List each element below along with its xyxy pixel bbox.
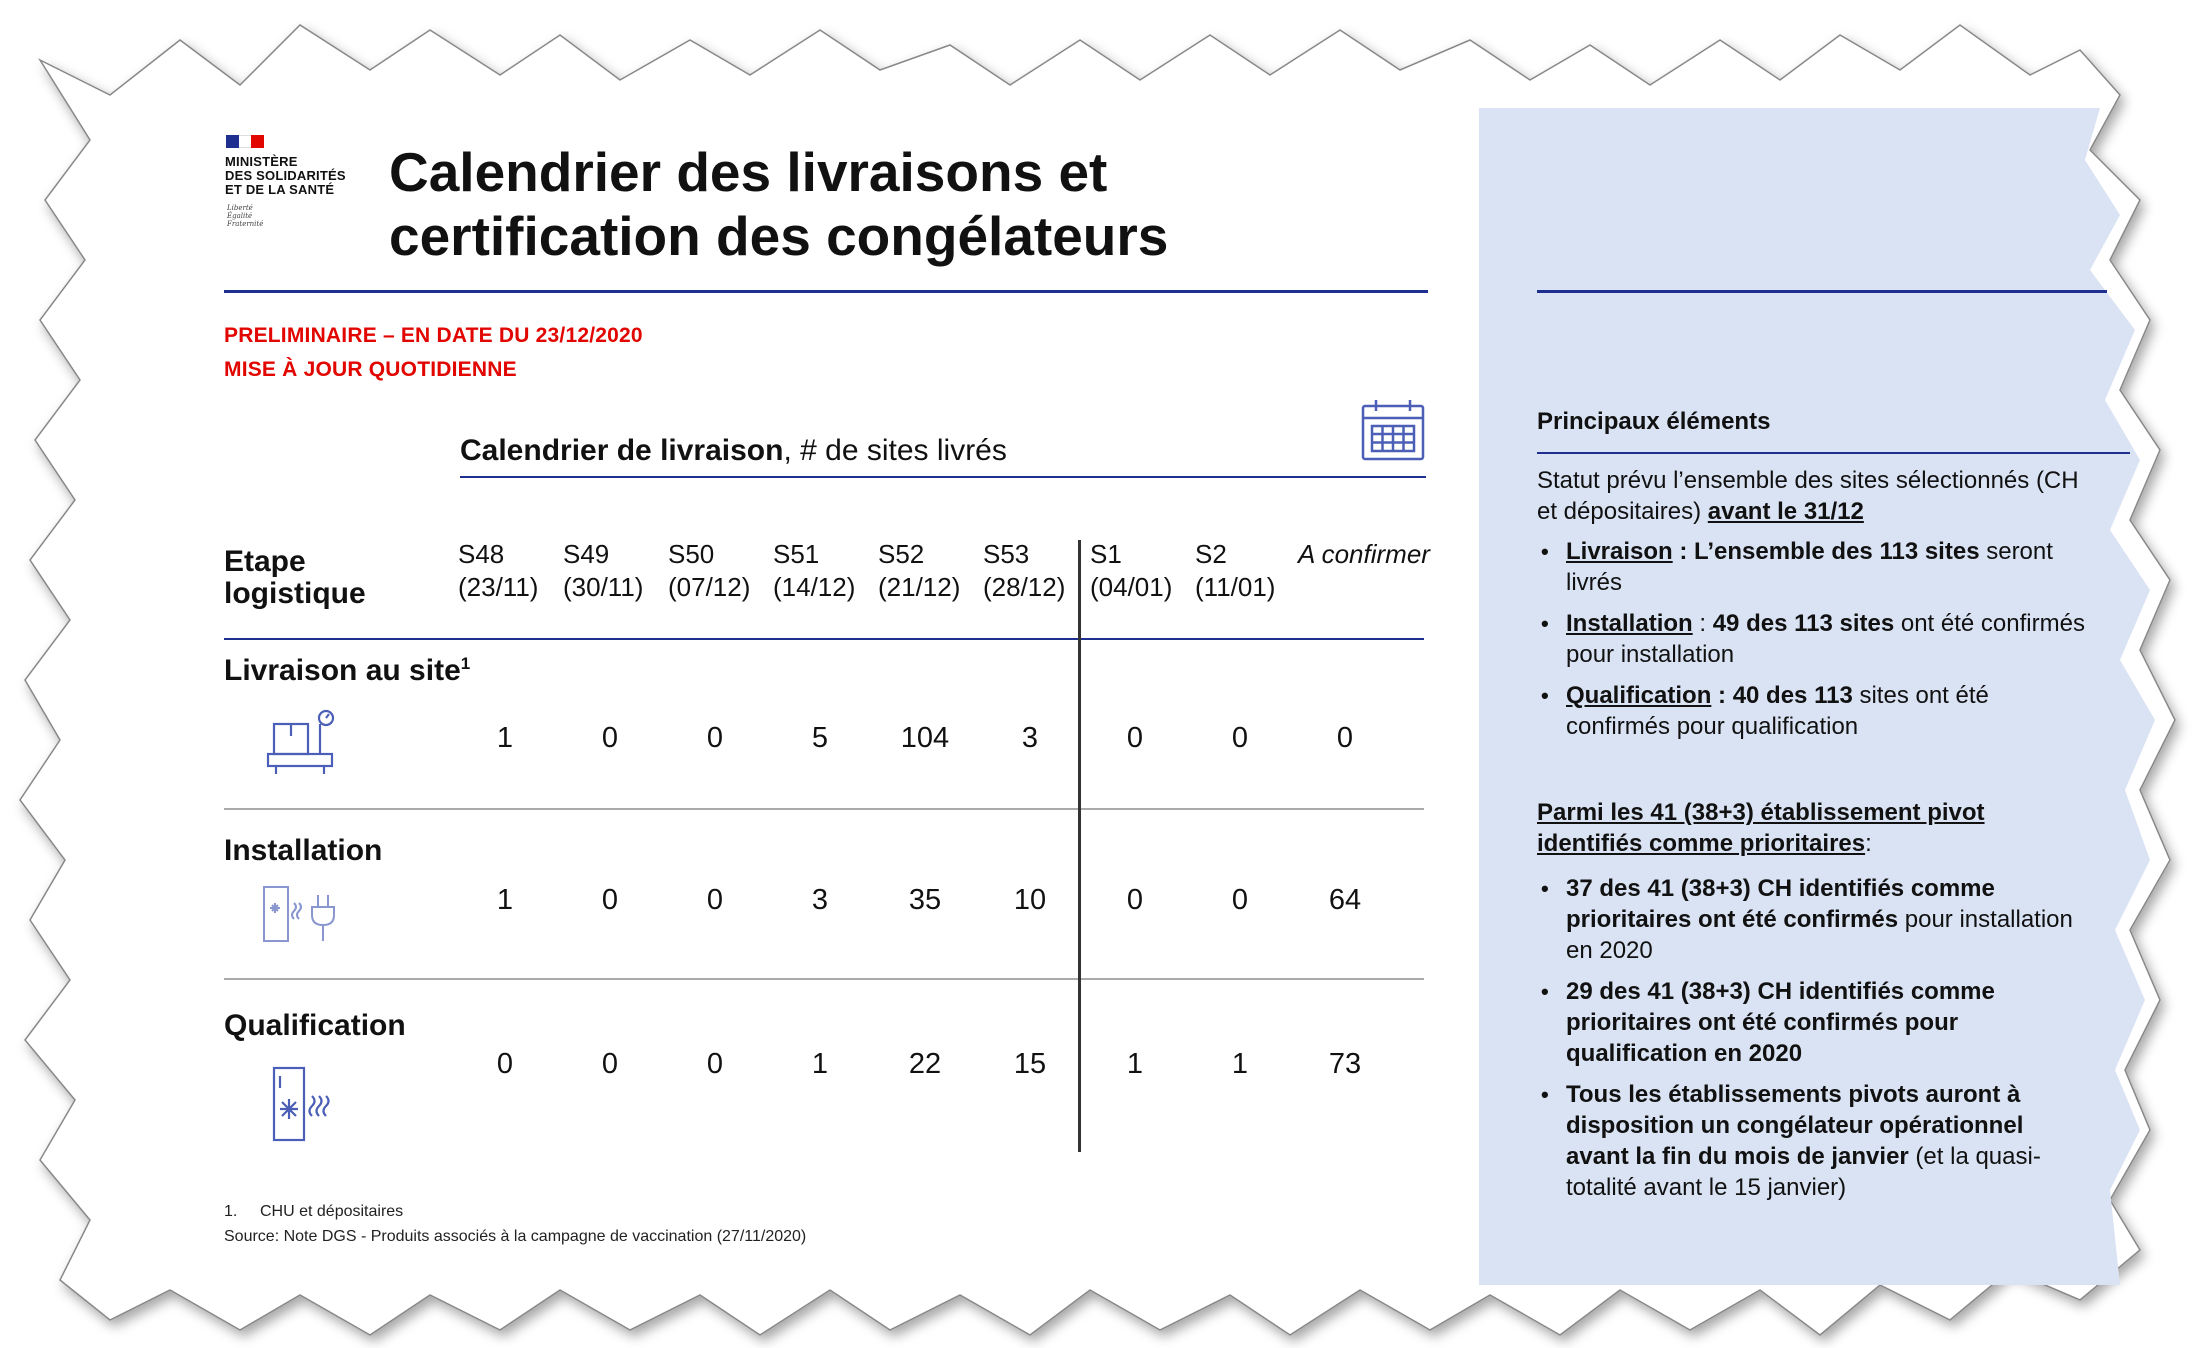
column-header-6: S53 (28/12) <box>983 539 1066 602</box>
freezer-icon <box>272 1066 336 1142</box>
row-divider-2 <box>224 978 1424 980</box>
table-cell: 1 <box>1126 1048 1144 1080</box>
bullet-marker: • <box>1541 683 1549 708</box>
table-cell: 0 <box>1336 722 1354 754</box>
preliminary-notice: PRELIMINAIRE – EN DATE DU 23/12/2020 <box>224 324 643 347</box>
page-title <box>389 140 1168 268</box>
table-cell: 64 <box>1328 884 1362 916</box>
table-cell: 3 <box>1021 722 1039 754</box>
footnote-marker: 1 <box>460 654 471 673</box>
ministry-logo-line-3: ET DE LA SANTÉ <box>225 182 335 197</box>
footnote-1: 1. CHU et dépositaires <box>224 1203 404 1220</box>
calendar-title-bold: Calendrier de livraison <box>460 434 784 467</box>
calendar-icon <box>1360 398 1426 462</box>
table-cell: 3 <box>811 884 829 916</box>
table-cell: 5 <box>811 722 829 754</box>
source-note: Source: Note DGS - Produits associés à la campagne de vaccination (27/11/2020) <box>224 1228 807 1245</box>
table-cell: 0 <box>601 1048 619 1080</box>
title-divider <box>224 290 1428 293</box>
republic-flag-icon <box>226 135 264 148</box>
table-cell: 0 <box>1126 722 1144 754</box>
table-cell: 22 <box>908 1048 942 1080</box>
pivot-heading: Parmi les 41 (38+3) établissement pivot identifiés comme prioritaires: <box>1537 799 1985 857</box>
stage-column-header: Etape logistique <box>224 545 366 610</box>
page-title-line-1: Calendrier des livraisons et <box>389 141 1108 203</box>
bullet-marker: • <box>1541 611 1549 636</box>
bullet-marker: • <box>1541 979 1549 1004</box>
row-label-installation: Installation <box>224 834 383 867</box>
column-header-9: A confirmer <box>1298 539 1430 569</box>
row-divider-1 <box>224 808 1424 810</box>
bullet-qualification: Qualification : 40 des 113 sites ont été confirmés pour qualification <box>1566 682 1989 740</box>
column-header-8: S2 (11/01) <box>1195 539 1276 602</box>
table-cell: 0 <box>1231 884 1249 916</box>
ministry-logo-line-1: MINISTÈRE <box>225 154 298 169</box>
table-cell: 0 <box>706 1048 724 1080</box>
freezer-plug-icon <box>262 885 344 945</box>
column-header-2: S49 (30/11) <box>563 539 644 602</box>
ministry-logo-line-2: DES SOLIDARITÉS <box>225 168 346 183</box>
table-cell: 1 <box>1231 1048 1249 1080</box>
page-title-line-2: certification des congélateurs <box>389 205 1169 267</box>
row-label-qualification: Qualification <box>224 1009 406 1042</box>
column-header-3: S50 (07/12) <box>668 539 751 602</box>
table-cell: 1 <box>811 1048 829 1080</box>
column-header-1: S48 (23/11) <box>458 539 539 602</box>
table-cell: 1 <box>496 884 514 916</box>
table-cell: 10 <box>1013 884 1047 916</box>
bullet-marker: • <box>1541 1082 1549 1107</box>
table-cell: 1 <box>496 722 514 754</box>
status-summary <box>1537 465 2117 527</box>
panel-title: Principaux éléments <box>1537 408 1771 435</box>
delivery-calendar-title <box>460 434 1007 468</box>
bullet-marker: • <box>1541 539 1549 564</box>
panel-top-divider <box>1537 290 2107 293</box>
bullet-installation: Installation : 49 des 113 sites ont été confirmés pour installation <box>1566 610 2085 668</box>
row-label-delivery: Livraison au site$^1$ <box>224 654 471 687</box>
column-header-5: S52 (21/12) <box>878 539 961 602</box>
table-cell: 0 <box>496 1048 514 1080</box>
daily-update-notice: MISE À JOUR QUOTIDIENNE <box>224 358 517 381</box>
table-cell: 0 <box>706 884 724 916</box>
header-divider <box>224 638 1424 640</box>
table-cell: 35 <box>908 884 942 916</box>
table-cell: 0 <box>1126 884 1144 916</box>
status-line-1: Statut prévu l’ensemble des sites sélectionnés (CH <box>1537 467 2079 494</box>
bullet-pivot-qualification: 29 des 41 (38+3) CH identifiés comme prioritaires ont été confirmés pour qualification en 2020 <box>1566 978 1995 1067</box>
calendar-title-rest: , # de sites livrés <box>783 434 1007 467</box>
panel-title-underline <box>1537 452 2130 454</box>
bullet-pivot-installation: 37 des 41 (38+3) CH identifiés comme prioritaires ont été confirmés pour installation en 2020 <box>1566 875 2073 964</box>
ministry-motto: Liberté Égalité Fraternité <box>227 204 264 228</box>
table-cell: 0 <box>1231 722 1249 754</box>
delivery-icon <box>266 708 342 778</box>
table-cell: 104 <box>900 722 950 754</box>
column-header-4: S51 (14/12) <box>773 539 856 602</box>
bullet-marker: • <box>1541 876 1549 901</box>
table-cell: 0 <box>601 722 619 754</box>
calendar-title-underline <box>460 476 1426 478</box>
table-cell: 73 <box>1328 1048 1362 1080</box>
bullet-livraison: Livraison : L’ensemble des 113 sites seront livrés <box>1566 538 2053 596</box>
table-cell: 15 <box>1013 1048 1047 1080</box>
table-cell: 0 <box>706 722 724 754</box>
bullet-pivot-freezer: Tous les établissements pivots auront à disposition un congélateur opérationnel avant la fin du mois de janvier (et la quasi- totalité avant le 15 janvier) <box>1566 1081 2041 1201</box>
status-line-2: et dépositaires) avant le 31/12 <box>1537 498 1864 525</box>
table-cell: 0 <box>601 884 619 916</box>
column-header-7: S1 (04/01) <box>1090 539 1173 602</box>
